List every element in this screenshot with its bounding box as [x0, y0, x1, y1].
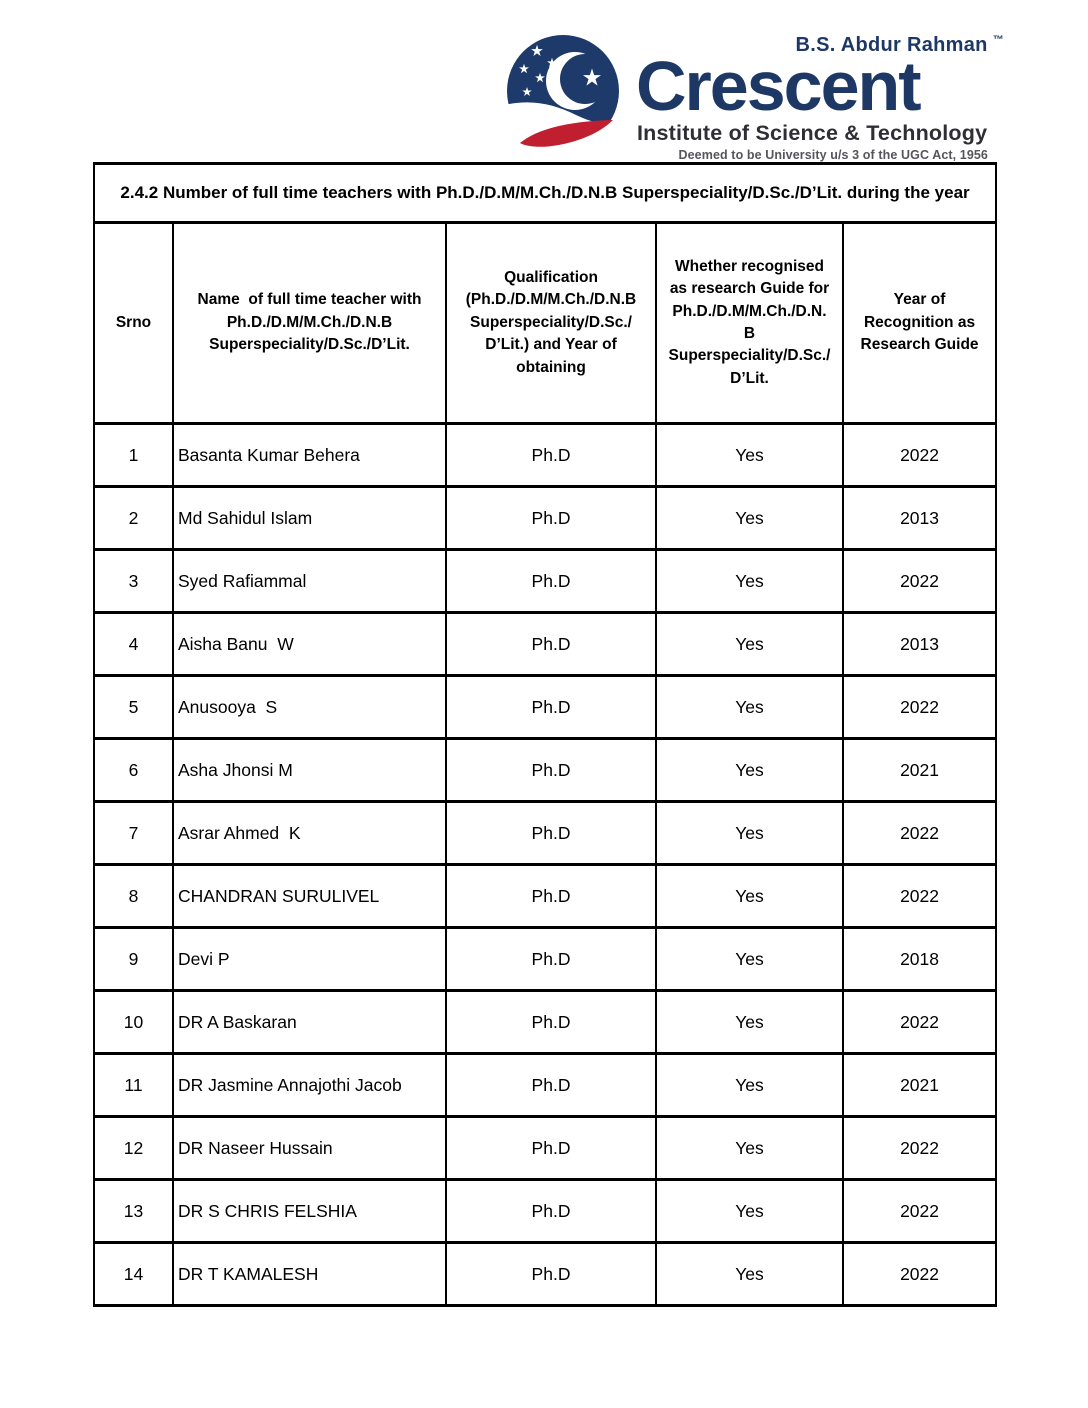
cell-qualification: Ph.D	[446, 550, 656, 613]
cell-qualification: Ph.D	[446, 487, 656, 550]
cell-teacher-name: DR Naseer Hussain	[173, 1117, 446, 1180]
cell-teacher-name: DR S CHRIS FELSHIA	[173, 1180, 446, 1243]
table-row	[94, 550, 996, 613]
cell-qualification: Ph.D	[446, 613, 656, 676]
cell-srno: 10	[94, 991, 173, 1054]
cell-qualification: Ph.D	[446, 739, 656, 802]
col-header-srno: Srno	[94, 223, 173, 424]
cell-srno: 13	[94, 1180, 173, 1243]
cell-research-guide: Yes	[656, 739, 843, 802]
cell-teacher-name: DR A Baskaran	[173, 991, 446, 1054]
cell-year: 2021	[843, 1054, 996, 1117]
cell-qualification: Ph.D	[446, 928, 656, 991]
table-row	[94, 613, 996, 676]
cell-srno: 11	[94, 1054, 173, 1117]
cell-srno: 3	[94, 550, 173, 613]
cell-research-guide: Yes	[656, 613, 843, 676]
brand-tagline: Deemed to be University u/s 3 of the UGC Act, 1956	[678, 148, 988, 163]
table-row	[94, 487, 996, 550]
cell-qualification: Ph.D	[446, 802, 656, 865]
trademark-symbol: ™	[992, 34, 1004, 47]
cell-srno: 2	[94, 487, 173, 550]
cell-year: 2022	[843, 1180, 996, 1243]
cell-year: 2022	[843, 1243, 996, 1306]
cell-qualification: Ph.D	[446, 1054, 656, 1117]
cell-year: 2022	[843, 991, 996, 1054]
cell-research-guide: Yes	[656, 1117, 843, 1180]
table-body	[94, 424, 996, 1306]
table-header-row	[94, 223, 996, 424]
cell-teacher-name: DR T KAMALESH	[173, 1243, 446, 1306]
cell-year: 2018	[843, 928, 996, 991]
cell-research-guide: Yes	[656, 802, 843, 865]
cell-year: 2022	[843, 802, 996, 865]
cell-qualification: Ph.D	[446, 1243, 656, 1306]
cell-research-guide: Yes	[656, 424, 843, 487]
cell-year: 2013	[843, 487, 996, 550]
cell-srno: 14	[94, 1243, 173, 1306]
cell-qualification: Ph.D	[446, 676, 656, 739]
cell-teacher-name: Md Sahidul Islam	[173, 487, 446, 550]
col-header-name: Name of full time teacher with Ph.D./D.M/M.Ch./D.N.B Superspeciality/D.Sc./D’Lit.	[173, 223, 446, 424]
cell-srno: 8	[94, 865, 173, 928]
cell-teacher-name: Syed Rafiammal	[173, 550, 446, 613]
table-row	[94, 424, 996, 487]
teachers-table	[93, 162, 997, 1307]
cell-teacher-name: Basanta Kumar Behera	[173, 424, 446, 487]
cell-srno: 1	[94, 424, 173, 487]
cell-srno: 12	[94, 1117, 173, 1180]
cell-research-guide: Yes	[656, 865, 843, 928]
institution-logo	[494, 34, 1004, 162]
cell-qualification: Ph.D	[446, 865, 656, 928]
cell-teacher-name: Asha Jhonsi M	[173, 739, 446, 802]
cell-year: 2021	[843, 739, 996, 802]
cell-srno: 9	[94, 928, 173, 991]
cell-year: 2022	[843, 865, 996, 928]
cell-research-guide: Yes	[656, 487, 843, 550]
cell-qualification: Ph.D	[446, 1117, 656, 1180]
cell-teacher-name: DR Jasmine Annajothi Jacob	[173, 1054, 446, 1117]
cell-year: 2022	[843, 1117, 996, 1180]
table-row	[94, 1117, 996, 1180]
cell-qualification: Ph.D	[446, 424, 656, 487]
brand-name: B.S. Abdur Rahman	[795, 34, 988, 56]
cell-srno: 7	[94, 802, 173, 865]
cell-year: 2022	[843, 550, 996, 613]
cell-research-guide: Yes	[656, 928, 843, 991]
brand-subtitle: Institute of Science & Technology	[637, 121, 988, 146]
cell-research-guide: Yes	[656, 1054, 843, 1117]
table-row	[94, 802, 996, 865]
table-row	[94, 928, 996, 991]
table-row	[94, 1180, 996, 1243]
cell-qualification: Ph.D	[446, 991, 656, 1054]
cell-research-guide: Yes	[656, 676, 843, 739]
crescent-logo-icon	[494, 34, 636, 158]
cell-research-guide: Yes	[656, 550, 843, 613]
col-header-guide: Whether recognised as research Guide for Ph.D./D.M/M.Ch./D.N.B Superspeciality/D.Sc./D’Lit.	[656, 223, 843, 424]
brand-wordmark: Crescent	[636, 47, 920, 125]
table-row	[94, 739, 996, 802]
cell-research-guide: Yes	[656, 991, 843, 1054]
cell-qualification: Ph.D	[446, 1180, 656, 1243]
table-row	[94, 1054, 996, 1117]
table-title: 2.4.2 Number of full time teachers with Ph.D./D.M/M.Ch./D.N.B Superspeciality/D.Sc./D’Lit. during the year	[94, 164, 996, 223]
cell-srno: 4	[94, 613, 173, 676]
cell-teacher-name: Devi P	[173, 928, 446, 991]
cell-year: 2013	[843, 613, 996, 676]
table-row	[94, 991, 996, 1054]
cell-teacher-name: Aisha Banu W	[173, 613, 446, 676]
logo-text-block	[632, 34, 1004, 162]
cell-teacher-name: Asrar Ahmed K	[173, 802, 446, 865]
col-header-qualification: Qualification (Ph.D./D.M/M.Ch./D.N.B Superspeciality/D.Sc./ D’Lit.) and Year of obtaining	[446, 223, 656, 424]
cell-research-guide: Yes	[656, 1180, 843, 1243]
cell-srno: 6	[94, 739, 173, 802]
table-row	[94, 1243, 996, 1306]
cell-teacher-name: CHANDRAN SURULIVEL	[173, 865, 446, 928]
cell-year: 2022	[843, 676, 996, 739]
cell-srno: 5	[94, 676, 173, 739]
table-row	[94, 865, 996, 928]
cell-year: 2022	[843, 424, 996, 487]
table-head	[94, 164, 996, 424]
table-row	[94, 676, 996, 739]
cell-teacher-name: Anusooya S	[173, 676, 446, 739]
cell-research-guide: Yes	[656, 1243, 843, 1306]
col-header-year: Year of Recognition as Research Guide	[843, 223, 996, 424]
crescent-moon-cut	[560, 54, 610, 104]
table-title-row	[94, 164, 996, 223]
